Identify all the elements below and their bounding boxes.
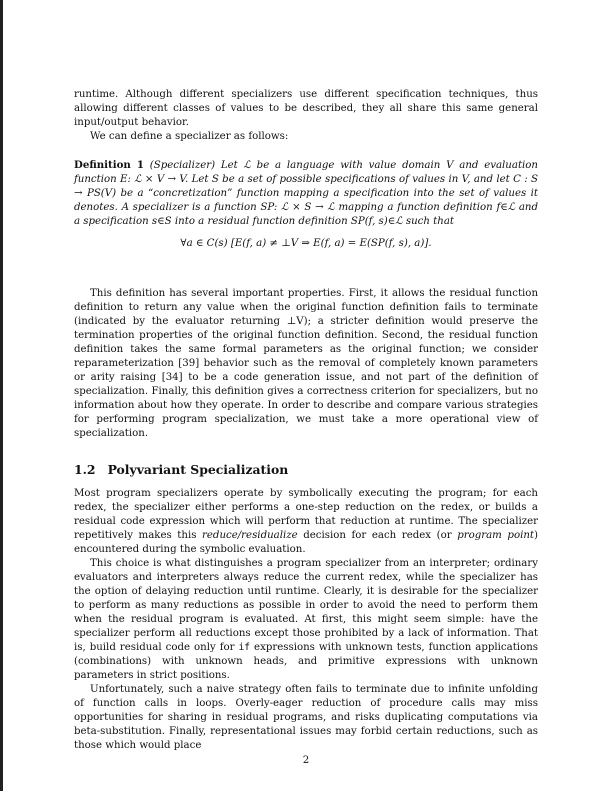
- definition-formula: ∀a ∈ C(s) [E(f, a) ≠ ⊥V ⇒ E(f, a) = E(SP(f, s), a)].: [180, 238, 432, 249]
- emphasis-reduce-residualize: reduce/residualize: [202, 530, 298, 541]
- polyvariant-paragraph-1: [74, 487, 538, 557]
- spacer: [74, 251, 538, 287]
- intro-lead-in: We can define a specializer as follows:: [90, 131, 289, 142]
- page-number: 2: [302, 755, 310, 766]
- definition-text: Let ℒ be a language with value domain V and evaluation function E: ℒ × V → V. Let S be a set of possible specifications of values in V, and let C : S → PS(V) be a “concretization” function mapping a specification into the set of values it denotes. A specializer is a function SP: ℒ × S → ℒ mapping a function definition f∈ℒ and a specification s∈S into a residual function definition SP(f, s)∈ℒ such that: [74, 160, 538, 227]
- text-run: ) encountered during the symbolic evaluation.: [74, 530, 538, 555]
- section-heading: [74, 463, 538, 477]
- section-number: 1.2: [74, 462, 96, 477]
- section-title: Polyvariant Specialization: [107, 462, 289, 477]
- polyvariant-paragraph-2: [74, 557, 538, 683]
- properties-paragraph: This definition has several important properties. First, it allows the residual function definition to return any value when the original function definition fails to terminate (indicated by the evaluator returning ⊥V); a stricter definition would preserve the termination properties of the original function definition. Second, the residual function definition takes the same formal parameters as the original function; we consider reparameterization [39] behavior such as the removal of completely known parameters or arity raising [34] to be a code generation issue, and not part of the definition of specialization. Finally, this definition gives a correctness criterion for specializers, but no information about how they operate. In order to describe and compare various strategies for performing program specialization, we must take a more operational view of specialization.: [74, 288, 538, 439]
- definition-name: (Specializer): [149, 160, 216, 171]
- page-edge: [0, 0, 3, 791]
- page-body: [74, 88, 538, 753]
- definition-label: Definition 1: [74, 159, 144, 171]
- definition-block: [74, 158, 538, 229]
- emphasis-program-point: program point: [457, 530, 534, 541]
- polyvariant-paragraph-3: Unfortunately, such a naive strategy often fails to terminate due to infinite unfolding of function calls in loops. Overly-eager reduction of procedure calls may miss opportunities for sharing in residual programs, and risks duplicating computations via beta-substitution. Finally, representational issues may forbid certain reductions, such as those which would place: [74, 684, 538, 751]
- text-run: This choice is what distinguishes a program specializer from an interpreter; ordinary evaluators and interpreters always reduce the current redex, while the specializer has the option of delaying reduction until runtime. Clearly, it is desirable for the specializer to perform as many reductions as possible in order to avoid the need to perform them when the residual program is evaluated. At first, this might seem simple: have the specializer perform all reductions except those prohibited by a lack of information. That is, build residual code only for: [74, 558, 538, 653]
- text-run: Most program specializers operate by symbolically executing the program; for each redex, the specializer either performs a one-step reduction on the redex, or builds a residual code expression which will perform that reduction at runtime. The specializer repetitively makes this: [74, 488, 538, 541]
- text-run: decision for each redex (or: [297, 530, 458, 541]
- text-run: expressions with unknown tests, function applications (combinations) with unknown heads, and primitive expressions with unknown parameters in strict positions.: [74, 642, 538, 681]
- code-if-keyword: if: [238, 642, 251, 653]
- intro-paragraph: runtime. Although different specializers use different specification techniques, thus allowing different classes of values to be described, they all share this same general input/output behavior.: [74, 89, 538, 128]
